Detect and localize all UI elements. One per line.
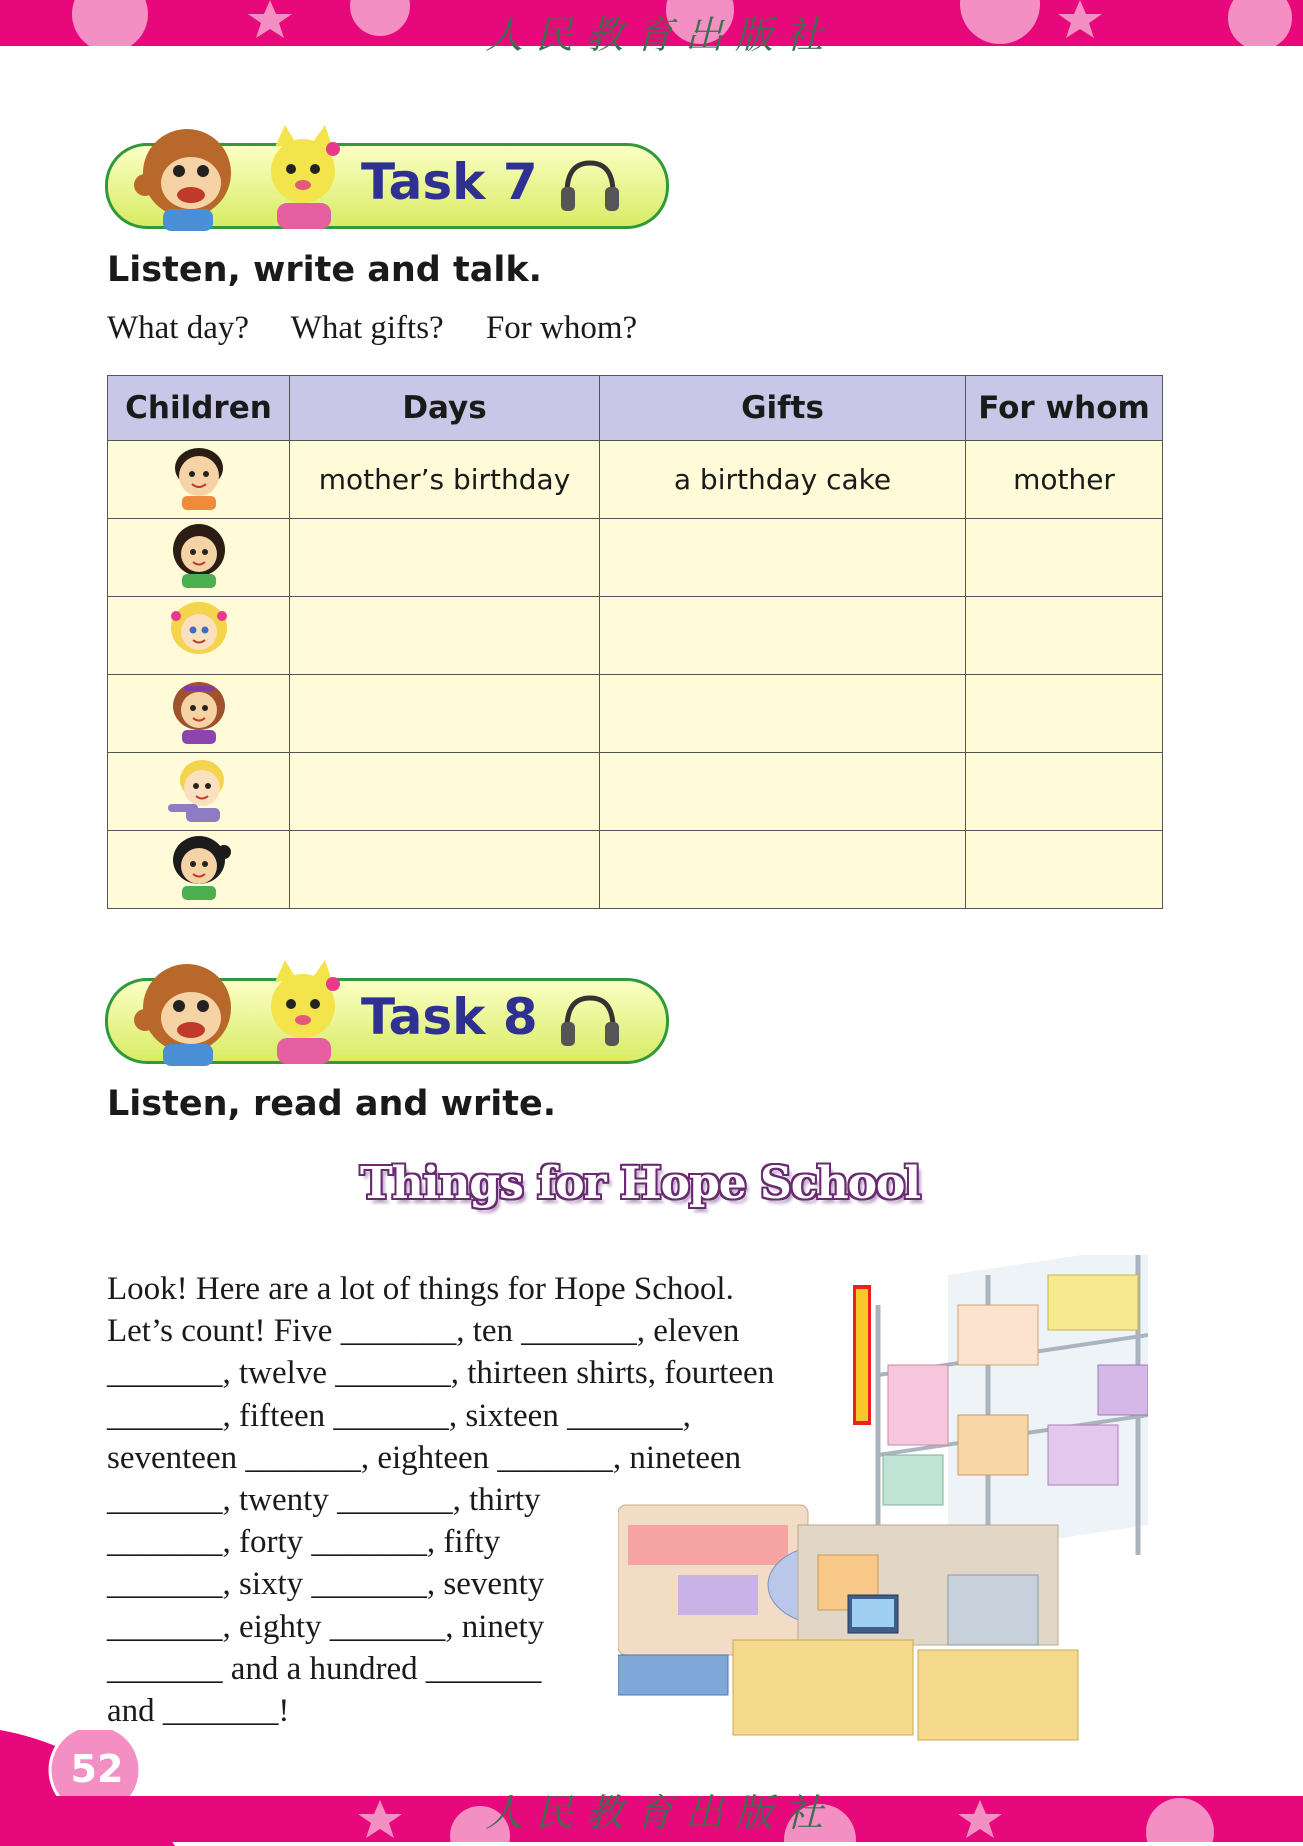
task7-table (107, 375, 1163, 909)
child-cell (108, 831, 290, 909)
cat-mascot-icon (245, 125, 365, 229)
passage-line: _______, fifteen _______, sixteen _______, (107, 1397, 691, 1434)
table-row (108, 597, 1163, 675)
days-cell[interactable] (290, 597, 600, 675)
gifts-cell[interactable] (600, 519, 966, 597)
days-cell[interactable] (290, 519, 600, 597)
headphones-icon[interactable] (555, 992, 625, 1048)
passage-line: _______, twenty _______, thirty (107, 1481, 541, 1518)
for-whom-cell[interactable] (966, 675, 1163, 753)
passage-line: seventeen _______, eighteen _______, nineteen (107, 1439, 742, 1476)
table-row (108, 519, 1163, 597)
question-day: What day? (107, 310, 250, 346)
table-row (108, 675, 1163, 753)
task8-label: Task 8 (361, 988, 538, 1046)
gifts-cell[interactable] (600, 831, 966, 909)
table-row (108, 441, 1163, 519)
child-avatar-icon (164, 598, 234, 666)
header-children: Children (108, 376, 290, 441)
child-avatar-icon (164, 832, 234, 900)
gifts-cell[interactable] (600, 753, 966, 831)
passage-line: _______, eighty _______, ninety (107, 1608, 545, 1645)
cat-mascot-icon (245, 960, 365, 1064)
child-avatar-icon (164, 520, 234, 588)
child-cell (108, 753, 290, 831)
gifts-cell: a birthday cake (600, 441, 966, 519)
passage-line: _______, sixty _______, seventy (107, 1566, 545, 1603)
passage-line: Look! Here are a lot of things for Hope School. (107, 1271, 734, 1307)
warehouse-illustration (618, 1255, 1148, 1755)
task7-label: Task 7 (361, 153, 538, 211)
passage-line: _______ and a hundred _______ (107, 1650, 542, 1687)
days-cell[interactable] (290, 675, 600, 753)
for-whom-cell[interactable] (966, 519, 1163, 597)
table-row (108, 753, 1163, 831)
for-whom-cell[interactable] (966, 597, 1163, 675)
table-header-row (108, 376, 1163, 441)
child-avatar-icon (164, 442, 234, 510)
question-whom: For whom? (485, 310, 638, 346)
passage-line: and _______! (107, 1692, 290, 1729)
for-whom-cell: mother (966, 441, 1163, 519)
days-cell: mother’s birthday (290, 441, 600, 519)
passage-line: _______, forty _______, fifty (107, 1524, 501, 1561)
task7-heading: Listen, write and talk. (107, 250, 542, 290)
header-gifts: Gifts (600, 376, 966, 441)
passage-line: _______, twelve _______, thirteen shirts, fourteen (107, 1355, 775, 1392)
passage-line: Let’s count! Five _______, ten _______, eleven (107, 1313, 740, 1350)
days-cell[interactable] (290, 831, 600, 909)
task7-banner (105, 143, 667, 227)
task7-questions (107, 310, 671, 347)
headphones-icon[interactable] (555, 157, 625, 213)
table-row (108, 831, 1163, 909)
for-whom-cell[interactable] (966, 831, 1163, 909)
publisher-watermark-top: 人民教育出版社 (484, 13, 835, 57)
header-days: Days (290, 376, 600, 441)
child-avatar-icon (164, 754, 234, 822)
child-cell (108, 597, 290, 675)
story-title: Things for Hope School (359, 1158, 921, 1209)
gifts-cell[interactable] (600, 597, 966, 675)
gifts-cell[interactable] (600, 675, 966, 753)
child-cell (108, 441, 290, 519)
publisher-watermark-bottom: 人民教育出版社 (484, 1791, 835, 1835)
child-cell (108, 675, 290, 753)
page-number: 52 (70, 1747, 124, 1791)
child-cell (108, 519, 290, 597)
header-for-whom: For whom (966, 376, 1163, 441)
for-whom-cell[interactable] (966, 753, 1163, 831)
days-cell[interactable] (290, 753, 600, 831)
question-gifts: What gifts? (290, 310, 444, 346)
child-avatar-icon (164, 676, 234, 744)
task8-heading: Listen, read and write. (107, 1084, 556, 1124)
task8-banner (105, 978, 667, 1062)
